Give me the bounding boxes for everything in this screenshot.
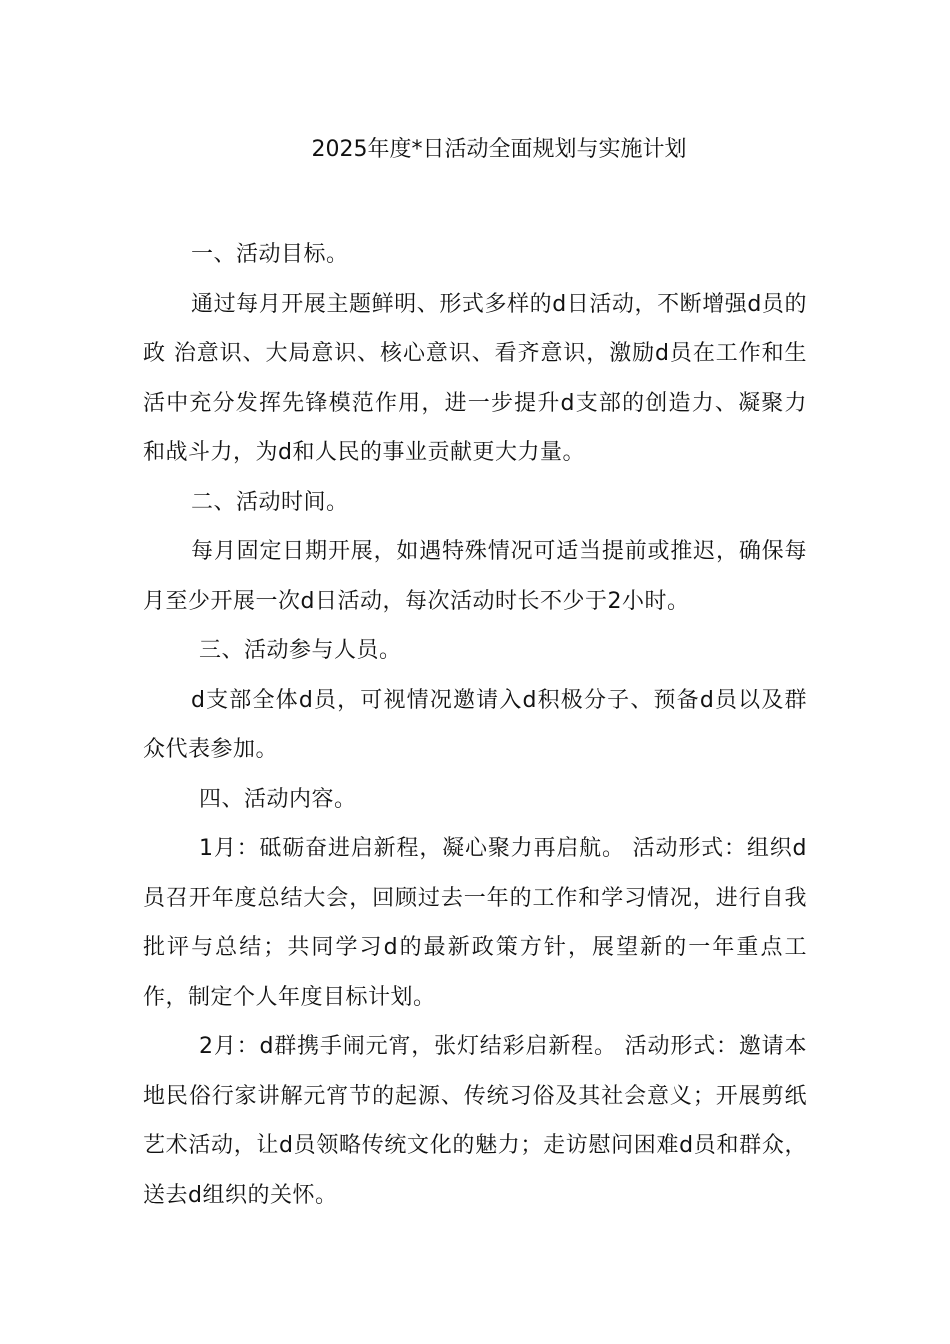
section-paragraph-february: 2月：d群携手闹元宵，张灯结彩启新程。 活动形式：邀请本地民俗行家讲解元宵节的起源、传统习俗及其社会意义；开展剪纸艺术活动，让d员领略传统文化的魅力；走访慰问困难d员和群众，送去d组织的关怀。: [143, 1034, 807, 1208]
section-heading-participants: 三、活动参与人员。: [199, 638, 402, 663]
section-paragraph-goals: 通过每月开展主题鲜明、形式多样的d日活动，不断增强d员的政 治意识、大局意识、核心意识、看齐意识，激励d员在工作和生活中充分发挥先锋模范作用，进一步提升d支部的创造力、凝聚力和战斗力，为d和人民的事业贡献更大力量。: [143, 291, 807, 465]
section-paragraph-participants: d支部全体d员，可视情况邀请入d积极分子、预备d员以及群众代表参加。: [143, 687, 807, 762]
document-title: 2025年度*日活动全面规划与实施计划: [311, 137, 687, 162]
section-paragraph-time: 每月固定日期开展，如遇特殊情况可适当提前或推迟，确保每月至少开展一次d日活动，每次活动时长不少于2小时。: [143, 539, 807, 614]
section-heading-goals: 一、活动目标。: [191, 242, 349, 267]
document-body: [143, 230, 807, 1220]
section-heading-content: 四、活动内容。: [199, 786, 357, 812]
section-paragraph-january: 1月：砥砺奋进启新程，凝心聚力再启航。 活动形式：组织d员召开年度总结大会，回顾过去一年的工作和学习情况，进行自我批评与总结；共同学习d的最新政策方针，展望新的一年重点工作，制定个人年度目标计划。: [143, 836, 807, 1010]
section-heading-time: 二、活动时间。: [191, 489, 349, 515]
